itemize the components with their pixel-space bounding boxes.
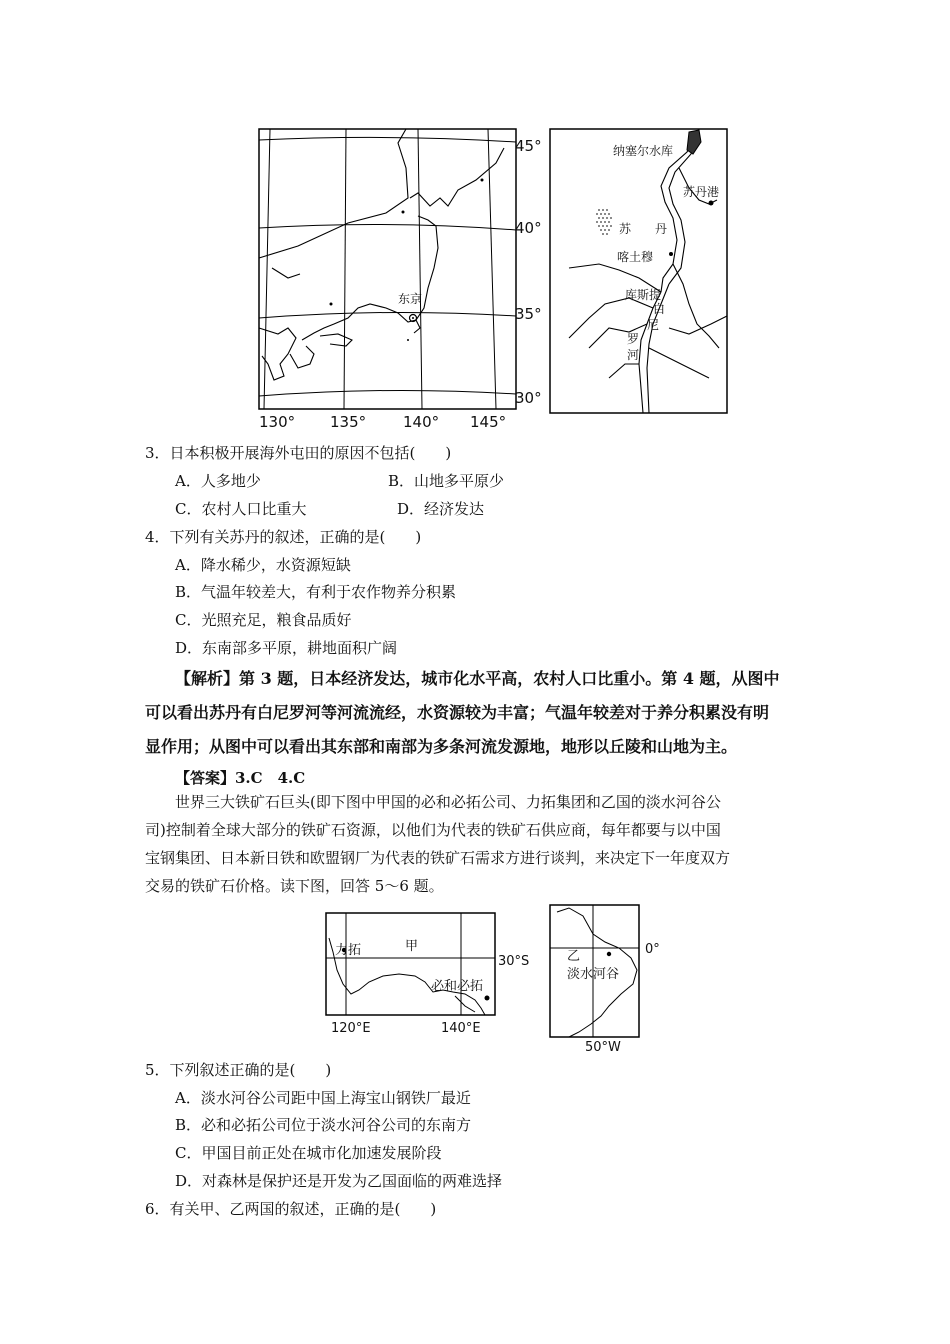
dan-label: 丹 xyxy=(655,222,668,236)
vale-label: 淡水河谷 xyxy=(567,967,620,982)
analysis-line-2: 可以看出苏丹有白尼罗河等河流流经，水资源较为丰富；气温年较差对于养分积累没有明 xyxy=(145,703,770,722)
lon-label-50w: 50°W xyxy=(585,1040,621,1055)
q3-option-c: C．农村人口比重大 xyxy=(175,500,307,518)
bhp-label: 必和必拓 xyxy=(431,979,484,994)
q4-option-d: D．东南部多平原，耕地面积广阔 xyxy=(175,639,398,657)
luo-label: 罗 xyxy=(627,332,640,346)
tokyo-label: 东京 xyxy=(398,292,423,306)
reservoir-label: 纳塞尔水库 xyxy=(613,144,674,158)
q4-option-c: C．光照充足，粮食品质好 xyxy=(175,611,352,629)
brazil-map xyxy=(549,904,641,1038)
lat-label-30: 30° xyxy=(515,389,542,407)
q5-option-a: A．淡水河谷公司距中国上海宝山钢铁厂最近 xyxy=(175,1089,471,1107)
lat-label-40: 40° xyxy=(515,219,542,237)
passage-line-3: 宝钢集团、日本新日铁和欧盟钢厂为代表的铁矿石需求方进行谈判，来决定下一年度双方 xyxy=(145,849,731,867)
answer-line: 【答案】3.C 4.C xyxy=(175,769,306,787)
lat-label-35: 35° xyxy=(515,305,542,323)
japan-map xyxy=(258,128,518,410)
q3-option-d: D．经济发达 xyxy=(397,500,485,518)
lon-label-135: 135° xyxy=(330,413,367,431)
jia-label: 甲 xyxy=(405,939,419,954)
lat-label-30s: 30°S xyxy=(498,954,530,969)
he-label: 河 xyxy=(627,348,640,362)
q4-option-b: B．气温年较差大，有利于农作物养分积累 xyxy=(175,583,457,601)
lat-label-0: 0° xyxy=(645,942,660,957)
q3-option-a: A．人多地少 xyxy=(175,472,261,490)
lat-label-45: 45° xyxy=(515,137,542,155)
analysis-line-1: 【解析】第 3 题，日本经济发达，城市化水平高，农村人口比重小。第 4 题，从图中 xyxy=(175,669,780,688)
rio-tinto-label: 力拓 xyxy=(335,943,362,958)
lon-label-120e: 120°E xyxy=(331,1021,371,1036)
kosti-label: 库斯提 xyxy=(625,288,662,302)
australia-map-drawing xyxy=(325,912,497,1016)
lon-label-130: 130° xyxy=(259,413,296,431)
q5-option-b: B．必和必拓公司位于淡水河谷公司的东南方 xyxy=(175,1116,472,1134)
sudan-map xyxy=(549,128,729,414)
q3-option-b: B．山地多平原少 xyxy=(388,472,505,490)
q3-stem: 3．日本积极开展海外屯田的原因不包括( ) xyxy=(145,444,452,462)
japan-map-drawing xyxy=(258,128,518,410)
q6-stem: 6．有关甲、乙两国的叙述，正确的是( ) xyxy=(145,1200,437,1218)
q5-stem: 5．下列叙述正确的是( ) xyxy=(145,1061,332,1079)
q4-option-a: A．降水稀少，水资源短缺 xyxy=(175,556,351,574)
lon-label-140e: 140°E xyxy=(441,1021,481,1036)
passage-line-4: 交易的铁矿石价格。读下图，回答 5～6 题。 xyxy=(145,877,444,895)
ni-label: 尼 xyxy=(647,318,660,332)
lon-label-140: 140° xyxy=(403,413,440,431)
passage-line-2: 司)控制着全球大部分的铁矿石资源，以他们为代表的铁矿石供应商，每年都要与以中国 xyxy=(145,821,721,839)
lon-label-145: 145° xyxy=(470,413,507,431)
q5-option-d: D．对森林是保护还是开发为乙国面临的两难选择 xyxy=(175,1172,503,1190)
australia-map xyxy=(325,912,497,1016)
khartoum-label: 喀土穆 xyxy=(617,250,654,264)
q4-stem: 4．下列有关苏丹的叙述，正确的是( ) xyxy=(145,528,422,546)
port-sudan-label: 苏丹港 xyxy=(683,185,720,199)
su-label: 苏 xyxy=(619,222,632,236)
q5-option-c: C．甲国目前正处在城市化加速发展阶段 xyxy=(175,1144,442,1162)
bai-label: 白 xyxy=(653,302,666,316)
sudan-map-drawing xyxy=(549,128,729,414)
analysis-line-3: 显作用；从图中可以看出其东部和南部为多条河流发源地，地形以丘陵和山地为主。 xyxy=(145,737,738,756)
yi-label: 乙 xyxy=(567,949,581,964)
passage-line-1: 世界三大铁矿石巨头(即下图中甲国的必和必拓公司、力拓集团和乙国的淡水河谷公 xyxy=(175,793,721,811)
